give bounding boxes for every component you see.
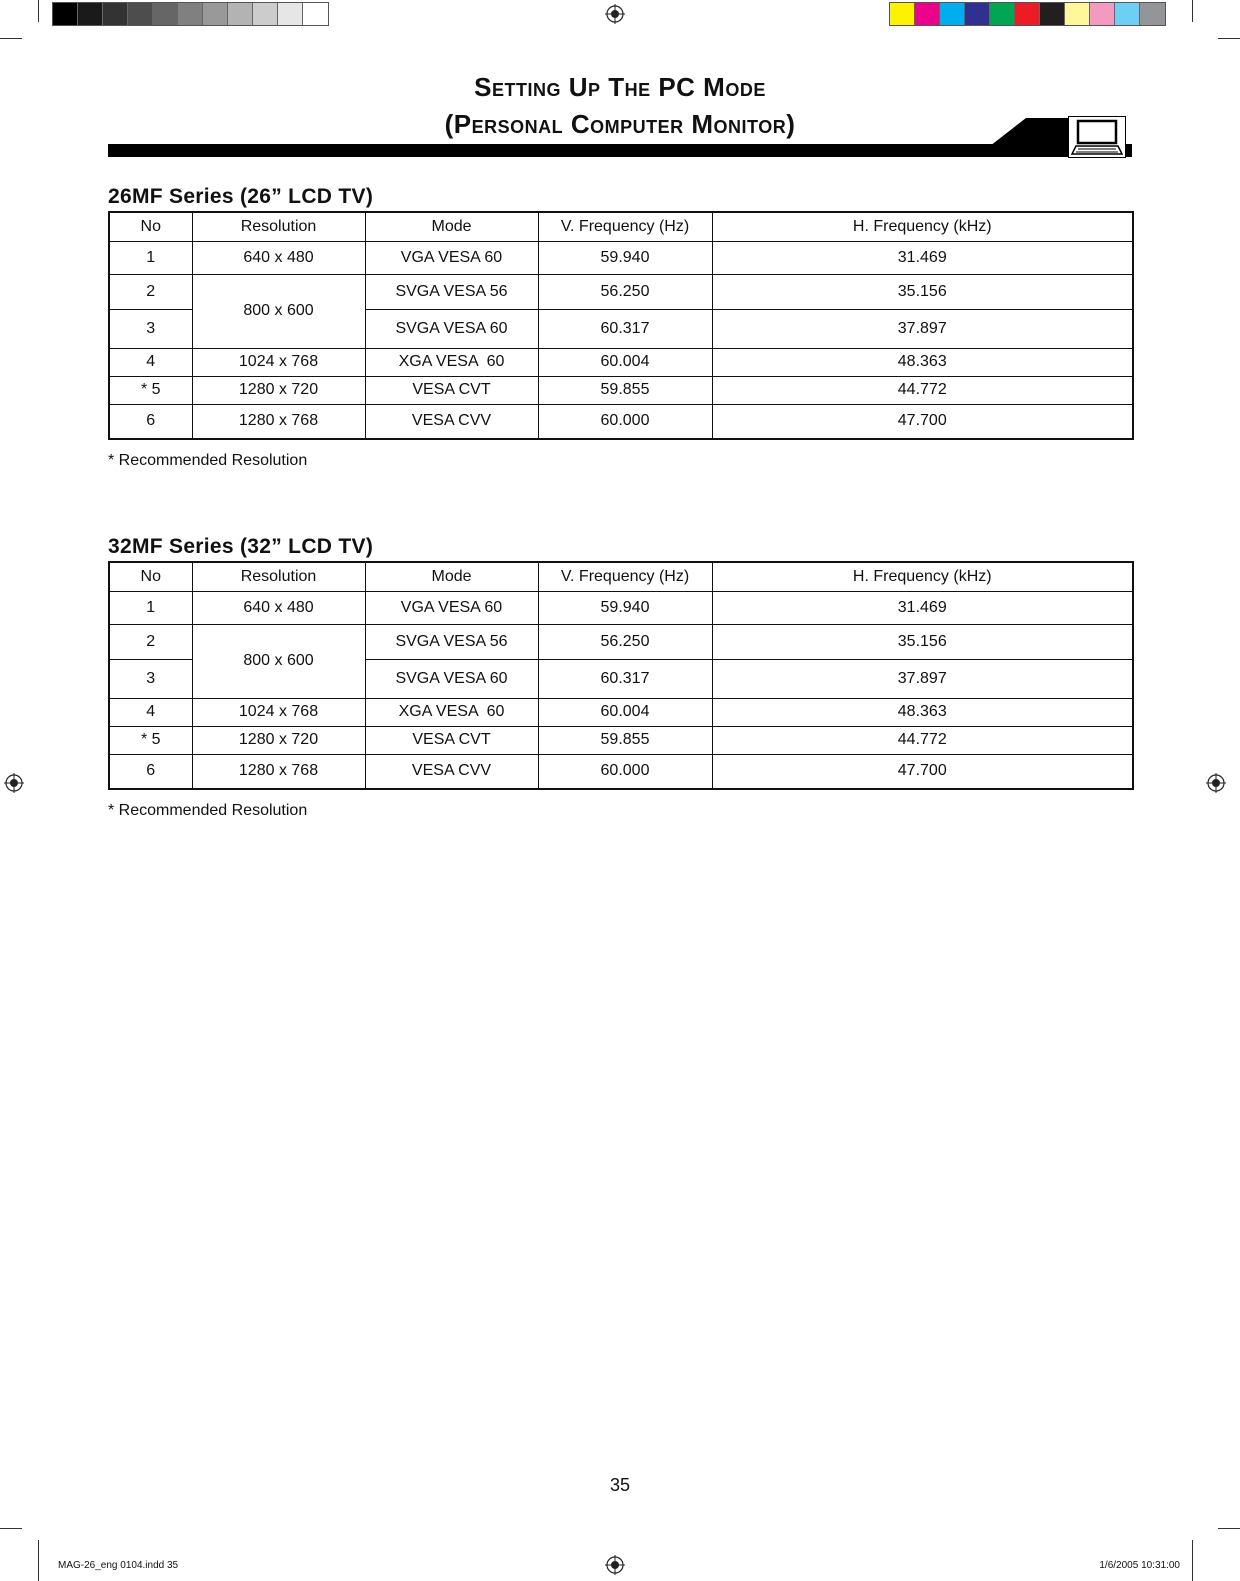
color-swatch <box>1090 3 1115 25</box>
table-32mf <box>108 561 1134 790</box>
cell-v-frequency: 60.000 <box>538 754 712 789</box>
cell-no: * 5 <box>109 726 192 754</box>
table-row <box>109 591 1133 624</box>
gray-swatch <box>103 3 128 25</box>
cell-h-frequency: 37.897 <box>712 309 1133 348</box>
table-26mf <box>108 211 1134 440</box>
header-mode: Mode <box>365 562 538 591</box>
grayscale-color-bar <box>52 2 329 26</box>
cell-no: 1 <box>109 241 192 274</box>
process-color-bar <box>889 2 1166 26</box>
cell-no: * 5 <box>109 376 192 404</box>
cell-no: 2 <box>109 274 192 309</box>
cell-mode: XGA VESA 60 <box>365 348 538 376</box>
page-title-line-1: Setting Up The PC Mode <box>474 72 766 102</box>
cell-mode: SVGA VESA 56 <box>365 624 538 659</box>
cell-resolution: 640 x 480 <box>192 241 365 274</box>
crop-mark <box>1192 1540 1193 1581</box>
cell-h-frequency: 44.772 <box>712 726 1133 754</box>
color-swatch <box>1115 3 1140 25</box>
cell-mode: VESA CVT <box>365 726 538 754</box>
cell-h-frequency: 35.156 <box>712 624 1133 659</box>
cell-no: 3 <box>109 659 192 698</box>
cell-v-frequency: 60.000 <box>538 404 712 439</box>
cell-no: 4 <box>109 698 192 726</box>
cell-v-frequency: 56.250 <box>538 274 712 309</box>
cell-no: 6 <box>109 404 192 439</box>
table-row <box>109 274 1133 309</box>
header-v-frequency: V. Frequency (Hz) <box>538 212 712 241</box>
color-swatch <box>1015 3 1040 25</box>
table-26mf-title: 26MF Series (26” LCD TV) <box>108 185 374 208</box>
cell-mode: SVGA VESA 60 <box>365 659 538 698</box>
cell-h-frequency: 48.363 <box>712 698 1133 726</box>
registration-mark-icon <box>605 4 625 24</box>
page-title-line-2: (Personal Computer Monitor) <box>444 109 796 139</box>
cell-v-frequency: 60.004 <box>538 698 712 726</box>
gray-swatch <box>253 3 278 25</box>
color-swatch <box>1065 3 1090 25</box>
gray-swatch <box>303 3 328 25</box>
title-rule-wedge <box>990 118 1070 146</box>
crop-mark <box>1192 0 1193 22</box>
title-rule <box>108 144 1132 157</box>
cell-h-frequency: 31.469 <box>712 241 1133 274</box>
header-no: No <box>109 212 192 241</box>
color-swatch <box>990 3 1015 25</box>
table-row <box>109 348 1133 376</box>
registration-mark-icon <box>605 1555 625 1575</box>
table-row <box>109 754 1133 789</box>
table-row <box>109 404 1133 439</box>
header-h-frequency: H. Frequency (kHz) <box>712 212 1133 241</box>
crop-mark <box>38 1540 39 1581</box>
gray-swatch <box>78 3 103 25</box>
date-slug: 1/6/2005 10:31:00 <box>1099 1560 1180 1571</box>
cell-resolution: 1024 x 768 <box>192 348 365 376</box>
cell-resolution: 1024 x 768 <box>192 698 365 726</box>
color-swatch <box>915 3 940 25</box>
cell-v-frequency: 59.855 <box>538 726 712 754</box>
gray-swatch <box>53 3 78 25</box>
cell-v-frequency: 59.940 <box>538 241 712 274</box>
cell-resolution: 1280 x 768 <box>192 754 365 789</box>
cell-no: 1 <box>109 591 192 624</box>
crop-mark <box>1218 1528 1240 1529</box>
registration-mark-icon <box>1206 773 1226 793</box>
cell-mode: XGA VESA 60 <box>365 698 538 726</box>
table-row <box>109 241 1133 274</box>
cell-no: 4 <box>109 348 192 376</box>
crop-mark <box>0 38 22 39</box>
color-swatch <box>1040 3 1065 25</box>
crop-mark <box>1218 38 1240 39</box>
color-swatch <box>1140 3 1165 25</box>
cell-h-frequency: 31.469 <box>712 591 1133 624</box>
cell-no: 2 <box>109 624 192 659</box>
table-row <box>109 698 1133 726</box>
cell-resolution: 1280 x 720 <box>192 376 365 404</box>
gray-swatch <box>228 3 253 25</box>
cell-v-frequency: 60.317 <box>538 659 712 698</box>
cell-no: 6 <box>109 754 192 789</box>
header-resolution: Resolution <box>192 212 365 241</box>
cell-v-frequency: 59.940 <box>538 591 712 624</box>
cell-mode: SVGA VESA 60 <box>365 309 538 348</box>
cell-h-frequency: 47.700 <box>712 404 1133 439</box>
cell-h-frequency: 48.363 <box>712 348 1133 376</box>
cell-mode: SVGA VESA 56 <box>365 274 538 309</box>
gray-swatch <box>153 3 178 25</box>
cell-mode: VESA CVT <box>365 376 538 404</box>
cell-h-frequency: 35.156 <box>712 274 1133 309</box>
cell-no: 3 <box>109 309 192 348</box>
recommended-resolution-note: * Recommended Resolution <box>108 452 308 469</box>
cell-mode: VGA VESA 60 <box>365 241 538 274</box>
gray-swatch <box>278 3 303 25</box>
table-32mf-title: 32MF Series (32” LCD TV) <box>108 535 374 558</box>
color-swatch <box>965 3 990 25</box>
cell-v-frequency: 60.004 <box>538 348 712 376</box>
table-row <box>109 726 1133 754</box>
table-row <box>109 624 1133 659</box>
registration-mark-icon <box>4 773 24 793</box>
computer-monitor-icon <box>1068 116 1126 158</box>
cell-resolution: 1280 x 768 <box>192 404 365 439</box>
file-slug: MAG-26_eng 0104.indd 35 <box>58 1560 179 1571</box>
gray-swatch <box>203 3 228 25</box>
cell-h-frequency: 44.772 <box>712 376 1133 404</box>
cell-mode: VESA CVV <box>365 754 538 789</box>
cell-v-frequency: 59.855 <box>538 376 712 404</box>
page-number: 35 <box>609 1475 631 1495</box>
header-no: No <box>109 562 192 591</box>
crop-mark <box>38 0 39 22</box>
gray-swatch <box>178 3 203 25</box>
gray-swatch <box>128 3 153 25</box>
color-swatch <box>890 3 915 25</box>
header-resolution: Resolution <box>192 562 365 591</box>
cell-h-frequency: 47.700 <box>712 754 1133 789</box>
cell-v-frequency: 56.250 <box>538 624 712 659</box>
recommended-resolution-note: * Recommended Resolution <box>108 802 308 819</box>
header-mode: Mode <box>365 212 538 241</box>
cell-resolution: 800 x 600 <box>192 624 365 698</box>
cell-resolution: 800 x 600 <box>192 274 365 348</box>
cell-v-frequency: 60.317 <box>538 309 712 348</box>
crop-mark <box>0 1528 22 1529</box>
color-swatch <box>940 3 965 25</box>
cell-mode: VGA VESA 60 <box>365 591 538 624</box>
cell-mode: VESA CVV <box>365 404 538 439</box>
header-v-frequency: V. Frequency (Hz) <box>538 562 712 591</box>
header-h-frequency: H. Frequency (kHz) <box>712 562 1133 591</box>
table-row <box>109 376 1133 404</box>
cell-resolution: 1280 x 720 <box>192 726 365 754</box>
cell-h-frequency: 37.897 <box>712 659 1133 698</box>
cell-resolution: 640 x 480 <box>192 591 365 624</box>
